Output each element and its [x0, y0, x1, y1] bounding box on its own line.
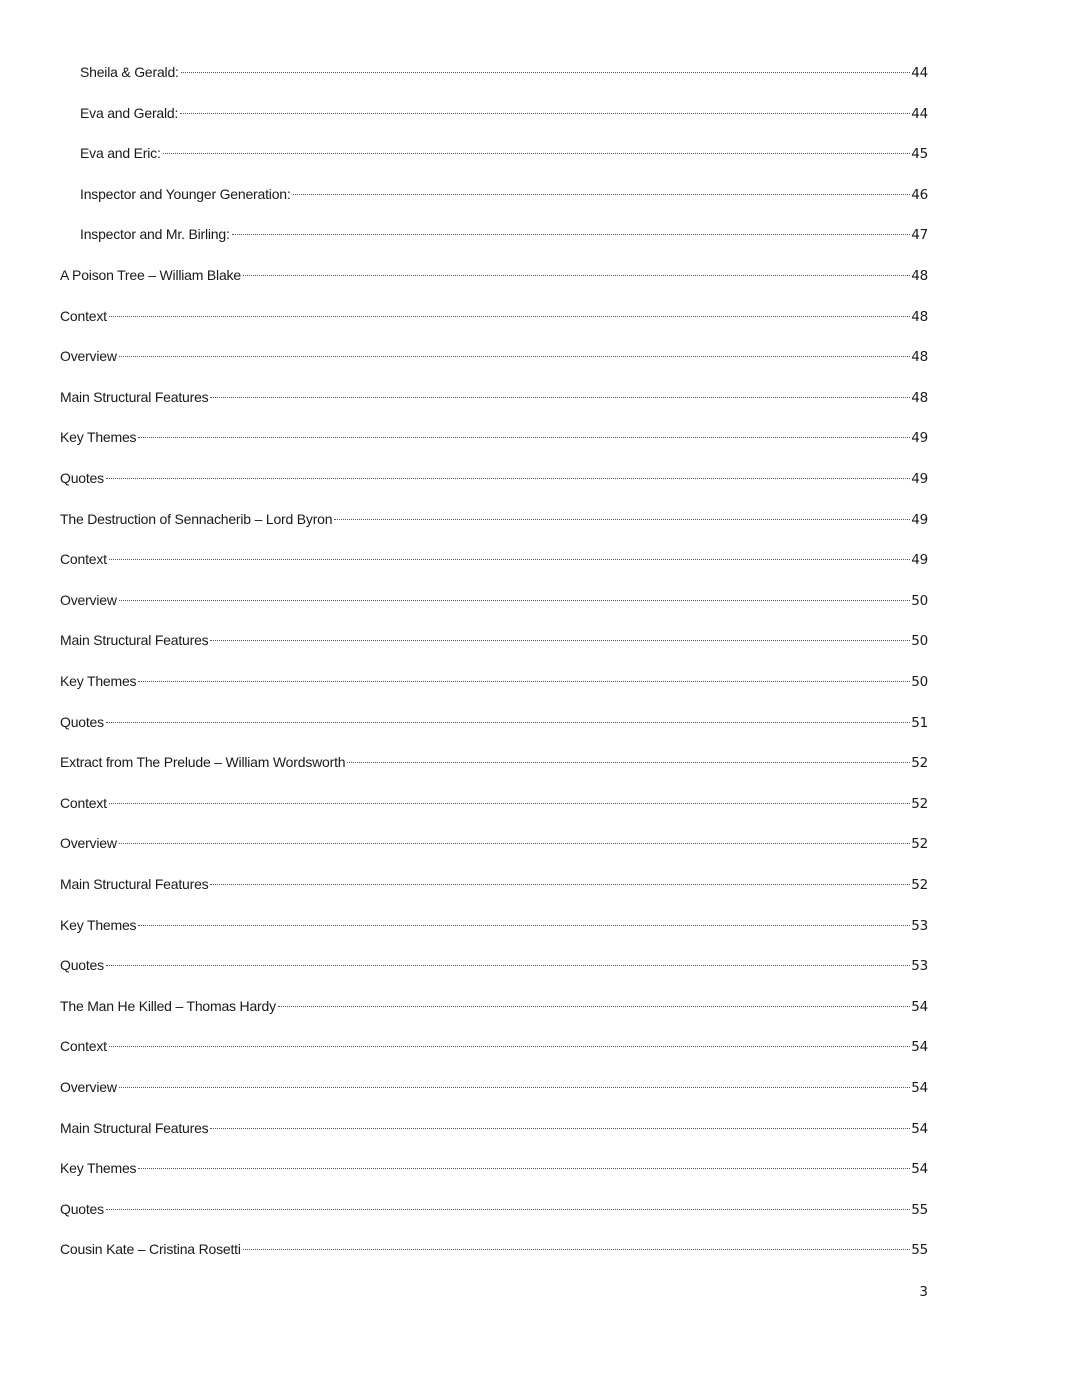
toc-entry-page: 48 — [911, 308, 928, 325]
toc-entry-label: Key Themes — [60, 916, 137, 933]
dot-leader — [210, 639, 910, 641]
toc-entry-label: Eva and Gerald: — [80, 104, 179, 121]
toc-entry-label: Context — [60, 1038, 107, 1055]
toc-entry-page: 47 — [911, 227, 928, 244]
dot-leader — [334, 518, 910, 520]
toc-entry[interactable] — [60, 547, 928, 571]
toc-entry-page: 54 — [911, 1039, 928, 1056]
toc-entry[interactable] — [60, 1034, 928, 1058]
toc-entry-label: Quotes — [60, 713, 104, 730]
toc-entry-label: Key Themes — [60, 429, 137, 446]
page-number: 3 — [919, 1284, 928, 1300]
toc-entry-page: 55 — [911, 1242, 928, 1259]
toc-entry-page: 49 — [911, 552, 928, 569]
dot-leader — [138, 924, 910, 926]
toc-entry-label: Main Structural Features — [60, 388, 209, 405]
toc-entry[interactable] — [60, 1116, 928, 1140]
toc-entry[interactable] — [60, 425, 928, 449]
toc-entry[interactable] — [60, 872, 928, 896]
toc-entry-label: Context — [60, 307, 107, 324]
toc-entry-label: Key Themes — [60, 1160, 137, 1177]
toc-entry[interactable] — [60, 791, 928, 815]
toc-entry-page: 48 — [911, 389, 928, 406]
toc-entry-page: 50 — [911, 633, 928, 650]
toc-entry-page: 44 — [911, 65, 928, 81]
dot-leader — [106, 964, 910, 966]
dot-leader — [293, 193, 911, 195]
dot-leader — [109, 315, 910, 317]
toc-entry[interactable] — [60, 1237, 928, 1261]
toc-entry[interactable] — [60, 385, 928, 409]
toc-entry-page: 52 — [911, 877, 928, 893]
toc-entry-label: Context — [60, 794, 107, 811]
toc-entry[interactable] — [80, 60, 928, 84]
toc-entry-page: 49 — [911, 511, 928, 528]
toc-entry-label: Key Themes — [60, 673, 137, 689]
toc-entry[interactable] — [80, 101, 928, 125]
toc-entry-page: 49 — [911, 430, 928, 447]
dot-leader — [243, 274, 910, 276]
toc-entry[interactable] — [60, 466, 928, 490]
toc-entry-label: Overview — [60, 348, 117, 365]
toc-entry[interactable] — [80, 182, 928, 206]
toc-entry-page: 46 — [911, 186, 928, 203]
dot-leader — [119, 599, 910, 601]
toc-entry-label: Extract from The Prelude – William Wordsworth — [60, 754, 346, 771]
toc-entry[interactable] — [60, 750, 928, 774]
toc-entry-label: Sheila & Gerald: — [80, 64, 179, 80]
toc-entry[interactable] — [60, 507, 928, 531]
toc-entry[interactable] — [60, 994, 928, 1018]
toc-entry-page: 50 — [911, 592, 928, 609]
toc-entry[interactable] — [60, 628, 928, 652]
toc-entry[interactable] — [60, 913, 928, 937]
dot-leader — [109, 1045, 910, 1047]
toc-entry-page: 52 — [911, 836, 928, 853]
toc-entry[interactable] — [60, 1197, 928, 1221]
dot-leader — [138, 680, 910, 682]
toc-entry-label: Quotes — [60, 470, 104, 486]
toc-entry-page: 51 — [911, 714, 928, 731]
dot-leader — [106, 477, 910, 479]
dot-leader — [181, 71, 910, 73]
dot-leader — [109, 802, 910, 804]
toc-entry-page: 55 — [911, 1201, 928, 1218]
dot-leader — [232, 233, 911, 235]
dot-leader — [163, 152, 911, 154]
toc-entry-label: Inspector and Younger Generation: — [80, 185, 291, 202]
toc-entry[interactable] — [80, 141, 928, 165]
toc-entry[interactable] — [60, 1075, 928, 1099]
toc-entry-label: Context — [60, 551, 107, 568]
dot-leader — [138, 1167, 910, 1169]
toc-entry-page: 50 — [911, 674, 928, 690]
toc-entry[interactable] — [60, 710, 928, 734]
toc-entry-label: Main Structural Features — [60, 876, 209, 892]
dot-leader — [210, 1127, 910, 1129]
toc-entry[interactable] — [60, 831, 928, 855]
toc-entry-label: Overview — [60, 835, 117, 852]
toc-entry-label: Inspector and Mr. Birling: — [80, 226, 230, 243]
toc-entry-page: 48 — [911, 268, 928, 284]
toc-entry-page: 54 — [911, 1080, 928, 1096]
toc-entry-page: 52 — [911, 755, 928, 772]
toc-entry-page: 45 — [911, 146, 928, 163]
dot-leader — [106, 721, 910, 723]
dot-leader — [109, 558, 910, 560]
toc-entry-label: Cousin Kate – Cristina Rosetti — [60, 1241, 241, 1258]
toc-entry-label: Quotes — [60, 957, 104, 974]
dot-leader — [138, 436, 910, 438]
toc-entry-label: Overview — [60, 591, 117, 608]
dot-leader — [180, 112, 910, 114]
toc-entry[interactable] — [60, 953, 928, 977]
toc-entry-page: 52 — [911, 795, 928, 812]
toc-entry[interactable] — [60, 588, 928, 612]
dot-leader — [347, 761, 910, 763]
toc-entry-label: Main Structural Features — [60, 1119, 209, 1136]
dot-leader — [210, 396, 910, 398]
toc-entry[interactable] — [60, 1156, 928, 1180]
toc-entry-page: 44 — [911, 105, 928, 122]
toc-entry-page: 54 — [911, 1120, 928, 1137]
toc-entry[interactable] — [60, 344, 928, 368]
dot-leader — [119, 842, 910, 844]
toc-entry-label: Eva and Eric: — [80, 145, 161, 162]
toc-entry-page: 54 — [911, 1161, 928, 1178]
toc-entry-label: The Destruction of Sennacherib – Lord Byron — [60, 510, 333, 527]
toc-entry-label: Quotes — [60, 1200, 104, 1217]
dot-leader — [278, 1005, 910, 1007]
toc-entry-label: Main Structural Features — [60, 632, 209, 649]
dot-leader — [119, 1086, 910, 1088]
toc-entry-page: 53 — [911, 917, 928, 934]
toc-entry[interactable] — [60, 304, 928, 328]
toc-entry-label: The Man He Killed – Thomas Hardy — [60, 997, 276, 1014]
dot-leader — [119, 355, 910, 357]
dot-leader — [243, 1248, 910, 1250]
toc-entry[interactable] — [80, 222, 928, 246]
toc-entry-label: A Poison Tree – William Blake — [60, 267, 241, 283]
toc-entry-label: Overview — [60, 1079, 117, 1095]
dot-leader — [210, 883, 910, 885]
toc-entry[interactable] — [60, 263, 928, 287]
toc-entry-page: 53 — [911, 958, 928, 975]
toc-entry-page: 48 — [911, 349, 928, 366]
toc-entry-page: 49 — [911, 471, 928, 487]
toc-entry-page: 54 — [911, 998, 928, 1015]
dot-leader — [106, 1208, 910, 1210]
toc-entry[interactable] — [60, 669, 928, 693]
